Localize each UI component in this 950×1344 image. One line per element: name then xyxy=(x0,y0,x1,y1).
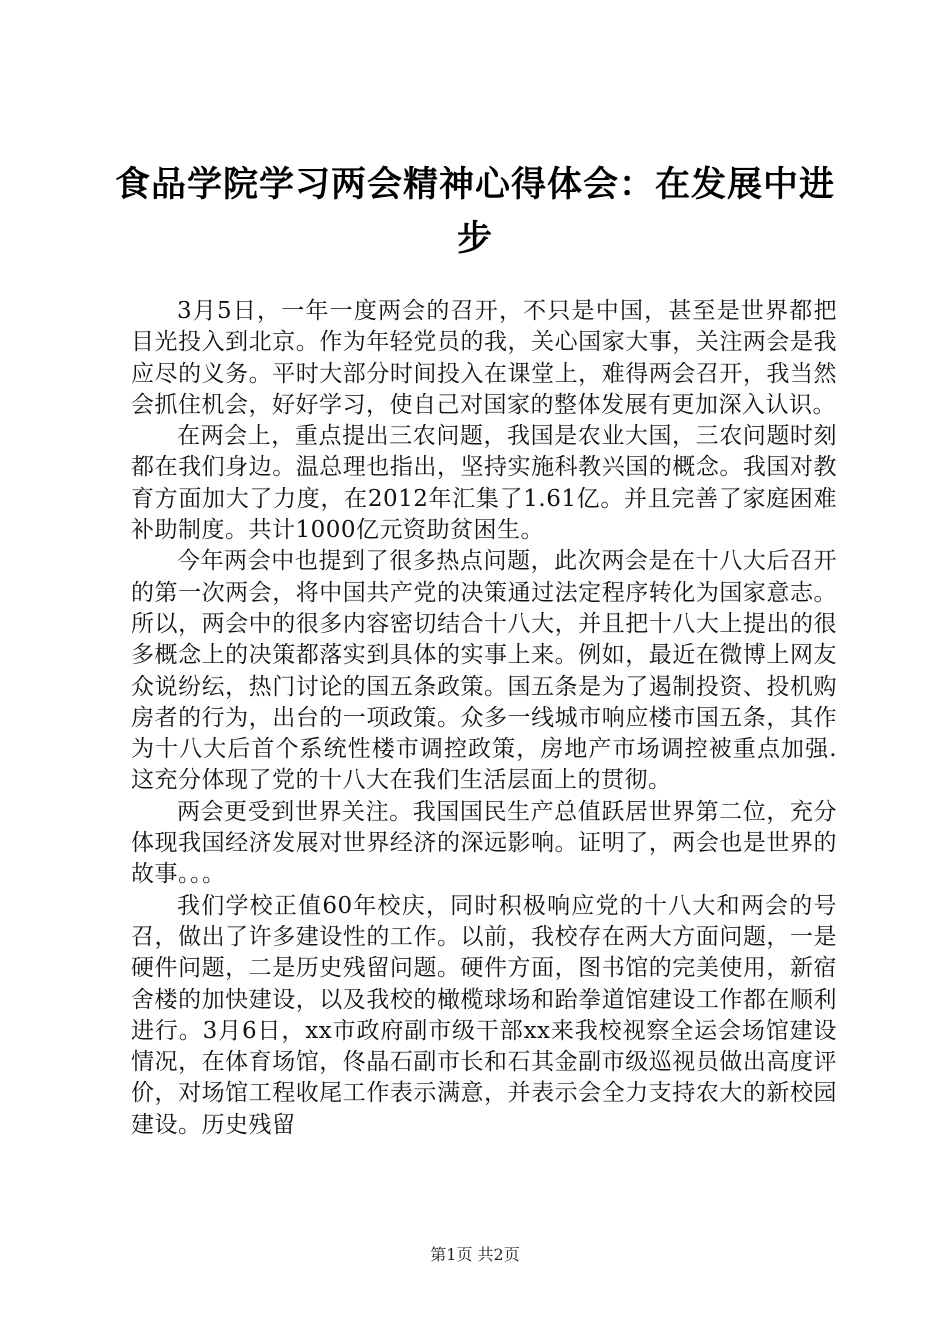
paragraph-1: 3月5日，一年一度两会的召开，不只是中国，甚至是世界都把目光投入到北京。作为年轻党员的我，关心国家大事，关注两会是我应尽的义务。平时大部分时间投入在课堂上，难得两会召开，我当然会抓住机会，好好学习，使自己对国家的整体发展有更加深入认识。 xyxy=(131,298,837,418)
page-number-footer: 第1页 共2页 xyxy=(430,1245,520,1264)
paragraph-5: 我们学校正值60年校庆，同时积极响应党的十八大和两会的号召，做出了许多建设性的工作。以前，我校存在两大方面问题，一是硬件问题，二是历史残留问题。硬件方面，图书馆的完美使用，新宿舍楼的加快建设，以及我校的橄榄球场和跆拳道馆建设工作都在顺利进行。3月6日，xx市政府副市级干部xx来我校视察全运会场馆建设情况，在体育场馆，佟晶石副市长和石其金副市级巡视员做出高度评价，对场馆工程收尾工作表示满意，并表示会全力支持农大的新校园建设。历史残留 xyxy=(131,892,837,1138)
paragraph-4: 两会更受到世界关注。我国国民生产总值跃居世界第二位，充分体现我国经济发展对世界经济的深远影响。证明了，两会也是世界的故事。。。 xyxy=(131,798,837,888)
document-body xyxy=(131,296,837,1141)
document-title: 食品学院学习两会精神心得体会：在发展中进步 xyxy=(114,165,835,259)
paragraph-2: 在两会上，重点提出三农问题，我国是农业大国，三农问题时刻都在我们身边。温总理也指出，坚持实施科教兴国的概念。我国对教育方面加大了力度，在2012年汇集了1.61亿。并且完善了家庭困难补助制度。共计1000亿元资助贫困生。 xyxy=(131,423,837,544)
paragraph-3: 今年两会中也提到了很多热点问题，此次两会是在十八大后召开的第一次两会，将中国共产党的决策通过法定程序转化为国家意志。所以，两会中的很多内容密切结合十八大，并且把十八大上提出的很多概念上的决策都落实到具体的实事上来。例如，最近在微博上网友众说纷纭，热门讨论的国五条政策。国五条是为了遏制投资、投机购房者的行为，出台的一项政策。众多一线城市响应楼市国五条，其作为十八大后首个系统性楼市调控政策，房地产市场调控被重点加强.这充分体现了党的十八大在我们生活层面上的贯彻。 xyxy=(131,548,837,794)
